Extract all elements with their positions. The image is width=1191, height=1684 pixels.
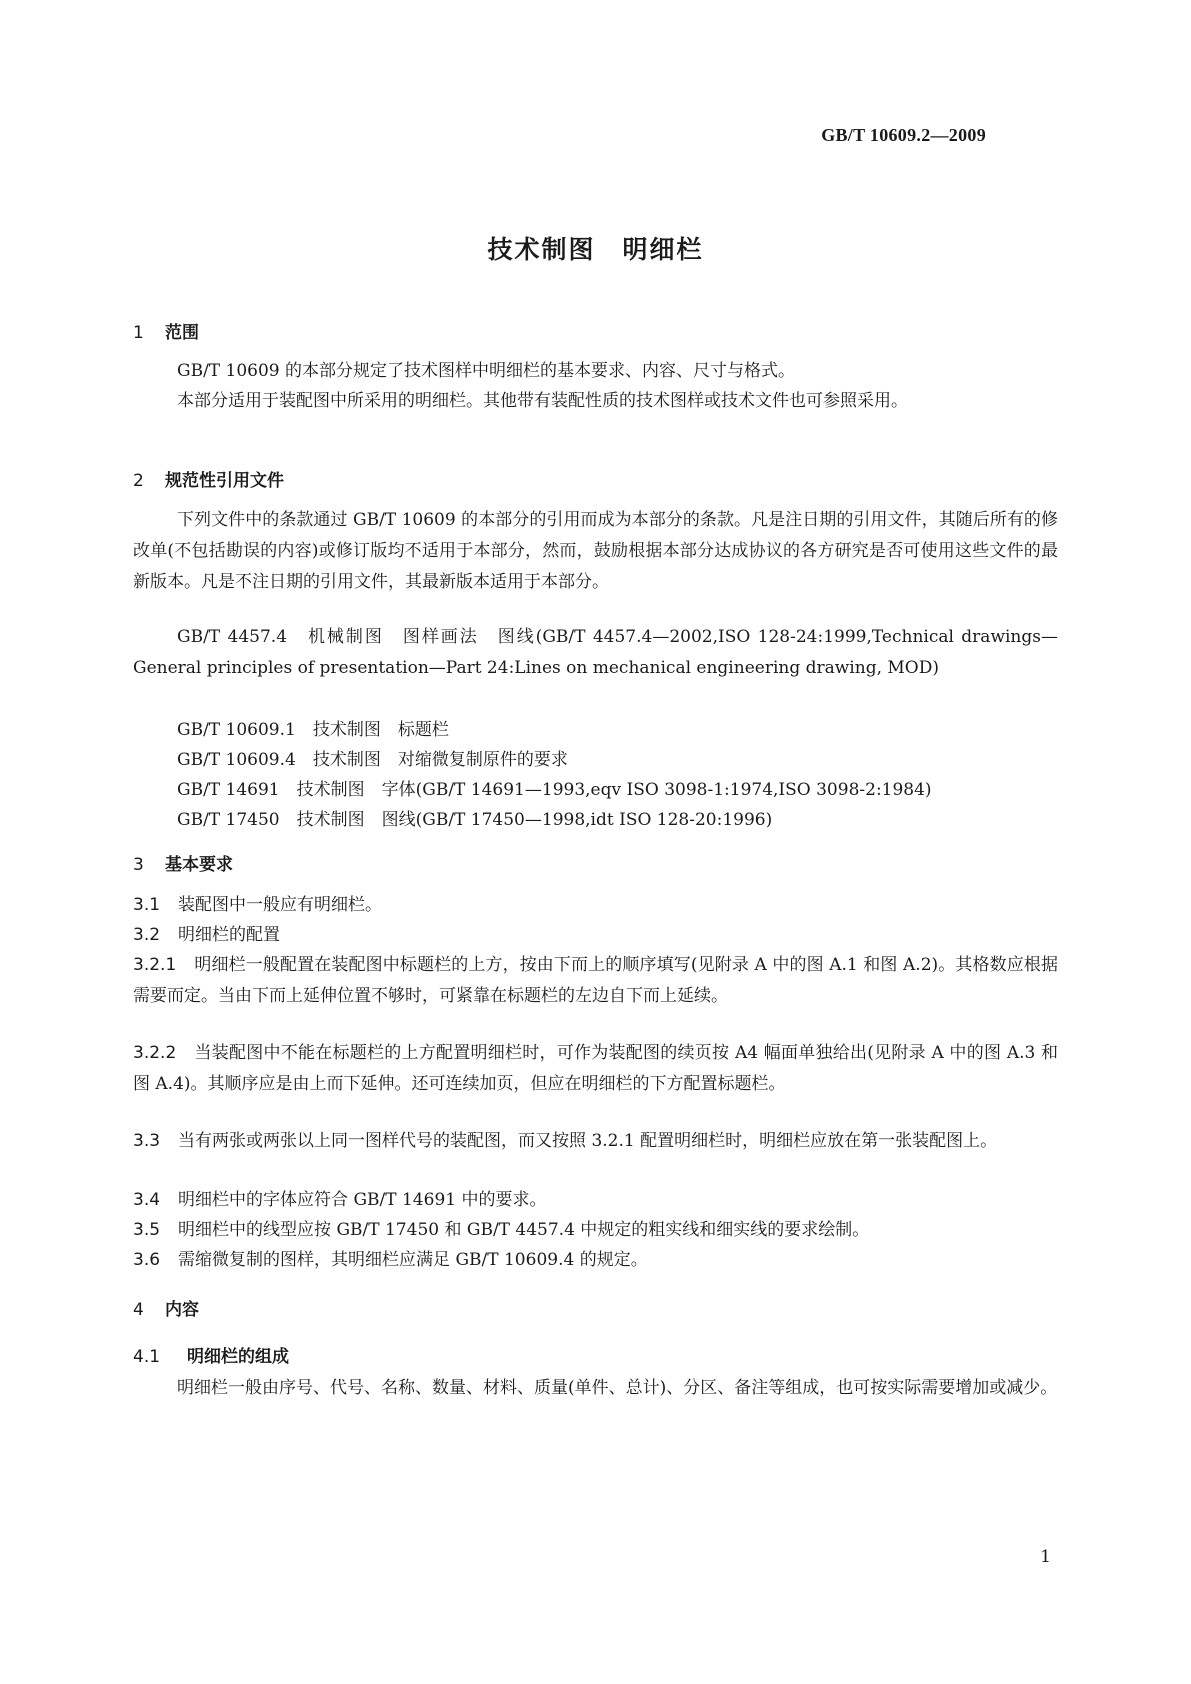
reference-item: GB/T 10609.1 技术制图 标题栏 (177, 720, 449, 740)
section-title: 规范性引用文件 (165, 471, 284, 491)
clause-text: 明细栏中的字体应符合 GB/T 14691 中的要求。 (178, 1190, 547, 1210)
reference-item: GB/T 17450 技术制图 图线(GB/T 17450—1998,idt ISO 128-20:1996) (177, 810, 773, 830)
clause-text: 当装配图中不能在标题栏的上方配置明细栏时，可作为装配图的续页按 A4 幅面单独给出(见附录 A 中的图 A.3 和图 A.4)。其顺序应是由上而下延伸。还可连续加页，但应在明细栏的下方配置标题栏。 (133, 1043, 1058, 1094)
clause-number: 3.1 (133, 895, 161, 915)
section-title: 范围 (165, 323, 199, 343)
section-4-heading (133, 1295, 199, 1320)
paragraph: 明细栏一般由序号、代号、名称、数量、材料、质量(单件、总计)、分区、备注等组成，也可按实际需要增加或减少。 (177, 1378, 1058, 1398)
clause-number: 3.4 (133, 1190, 161, 1210)
section-number: 4 (133, 1300, 144, 1320)
clause-text: 明细栏的配置 (178, 925, 281, 945)
clause-3-4 (133, 1185, 1058, 1216)
clause-3-2 (133, 920, 1058, 951)
section-title: 基本要求 (165, 855, 233, 875)
clause-3-1 (133, 890, 1058, 921)
clause-3-6 (133, 1245, 1058, 1276)
subsection-title: 明细栏的组成 (187, 1347, 289, 1367)
clause-number: 3.2.1 (133, 955, 177, 975)
subsection-number: 4.1 (133, 1347, 161, 1367)
reference-item: GB/T 10609.4 技术制图 对缩微复制原件的要求 (177, 750, 568, 770)
clause-number: 3.2.2 (133, 1043, 177, 1063)
clause-number: 3.6 (133, 1250, 161, 1270)
section-1-heading (133, 318, 199, 343)
clause-text: 明细栏一般配置在装配图中标题栏的上方，按由下而上的顺序填写(见附录 A 中的图 A.1 和图 A.2)。其格数应根据需要而定。当由下而上延伸位置不够时，可紧靠在标题栏的左边自下而上延续。 (133, 955, 1058, 1006)
reference-item: GB/T 4457.4 机械制图 图样画法 图线(GB/T 4457.4—2002,ISO 128-24:1999,Technical drawings—General principles of presentation—Part 24:Lines on mechanical engineering drawing, MOD) (133, 627, 1058, 678)
section-3-heading (133, 850, 233, 875)
clause-text: 需缩微复制的图样，其明细栏应满足 GB/T 10609.4 的规定。 (178, 1250, 648, 1270)
document-title: 技术制图 明细栏 (487, 235, 704, 264)
clause-3-5 (133, 1215, 1058, 1246)
standard-number: GB/T 10609.2—2009 (821, 125, 986, 145)
section-title: 内容 (165, 1300, 199, 1320)
subsection-4-1-heading (133, 1342, 289, 1367)
section-number: 2 (133, 471, 144, 491)
clause-text: 明细栏中的线型应按 GB/T 17450 和 GB/T 4457.4 中规定的粗实线和细实线的要求绘制。 (178, 1220, 870, 1240)
clause-3-2-1 (133, 950, 1058, 1012)
clause-3-2-2 (133, 1038, 1058, 1100)
clause-text: 装配图中一般应有明细栏。 (178, 895, 383, 915)
clause-number: 3.5 (133, 1220, 161, 1240)
reference-item: GB/T 14691 技术制图 字体(GB/T 14691—1993,eqv ISO 3098-1:1974,ISO 3098-2:1984) (177, 780, 932, 800)
clause-text: 当有两张或两张以上同一图样代号的装配图，而又按照 3.2.1 配置明细栏时，明细栏应放在第一张装配图上。 (178, 1131, 998, 1151)
paragraph: 本部分适用于装配图中所采用的明细栏。其他带有装配性质的技术图样或技术文件也可参照采用。 (177, 391, 908, 411)
paragraph: GB/T 10609 的本部分规定了技术图样中明细栏的基本要求、内容、尺寸与格式。 (177, 361, 796, 381)
clause-3-3 (133, 1126, 1058, 1157)
section-number: 1 (133, 323, 144, 343)
clause-number: 3.2 (133, 925, 161, 945)
section-number: 3 (133, 855, 144, 875)
section-2-heading (133, 466, 284, 491)
paragraph: 下列文件中的条款通过 GB/T 10609 的本部分的引用而成为本部分的条款。凡是注日期的引用文件，其随后所有的修改单(不包括勘误的内容)或修订版均不适用于本部分，然而，鼓励根据本部分达成协议的各方研究是否可使用这些文件的最新版本。凡是不注日期的引用文件，其最新版本适用于本部分。 (133, 510, 1058, 592)
page-number: 1 (1040, 1547, 1051, 1567)
clause-number: 3.3 (133, 1131, 161, 1151)
